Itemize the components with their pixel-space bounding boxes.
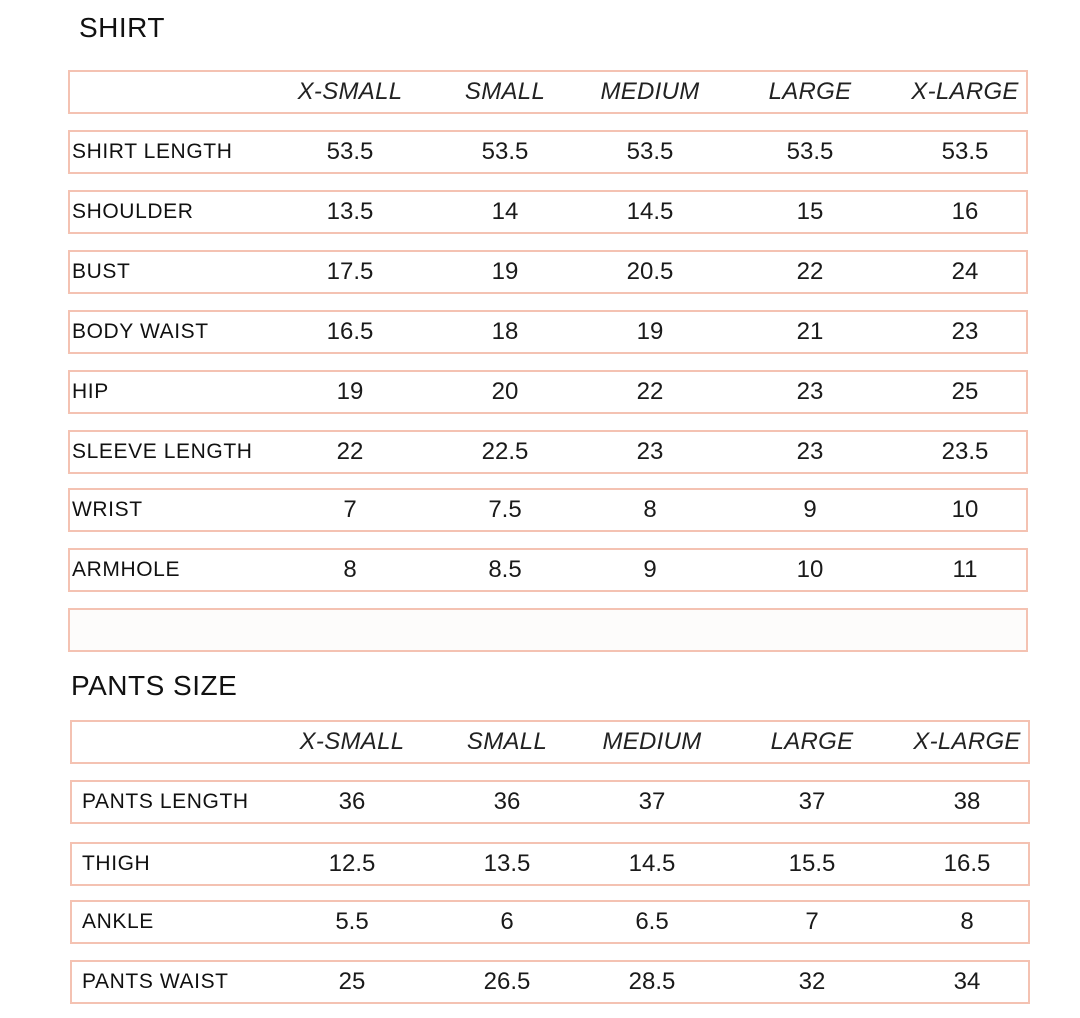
measurement-value: 6.5 xyxy=(635,908,669,935)
size-header-xs: X-SMALL xyxy=(297,78,403,105)
measurement-label: BUST xyxy=(72,260,131,283)
measurement-value: 7.5 xyxy=(488,496,522,523)
measurement-label: SLEEVE LENGTH xyxy=(72,440,253,463)
table-row xyxy=(70,842,1030,886)
measurement-value: 36 xyxy=(493,788,521,815)
size-header-xs: X-SMALL xyxy=(299,728,405,755)
table-row xyxy=(70,900,1030,944)
measurement-value: 24 xyxy=(951,258,979,285)
measurement-value: 53.5 xyxy=(481,138,529,165)
measurement-value: 23 xyxy=(951,318,979,345)
measurement-value: 14.5 xyxy=(626,198,674,225)
measurement-value: 16.5 xyxy=(326,318,374,345)
measurement-value: 37 xyxy=(798,788,826,815)
measurement-value: 22 xyxy=(636,378,664,405)
measurement-label: PANTS LENGTH xyxy=(82,790,249,813)
table-row xyxy=(70,780,1030,824)
size-header-xl: X-LARGE xyxy=(913,728,1021,755)
measurement-value: 14 xyxy=(491,198,519,225)
size-header-xl: X-LARGE xyxy=(911,78,1019,105)
table-row xyxy=(68,310,1028,354)
size-header-s: SMALL xyxy=(466,728,548,755)
measurement-value: 7 xyxy=(805,908,819,935)
measurement-value: 9 xyxy=(803,496,817,523)
table-row xyxy=(68,190,1028,234)
measurement-value: 11 xyxy=(952,556,978,583)
measurement-value: 34 xyxy=(953,968,981,995)
measurement-value: 23 xyxy=(796,378,824,405)
measurement-label: SHOULDER xyxy=(72,200,194,223)
measurement-value: 8 xyxy=(643,496,657,523)
measurement-value: 16 xyxy=(951,198,979,225)
measurement-value: 22 xyxy=(796,258,824,285)
table-row xyxy=(68,430,1028,474)
size-header-m: MEDIUM xyxy=(602,728,702,755)
measurement-label: ANKLE xyxy=(82,910,154,933)
measurement-value: 13.5 xyxy=(326,198,374,225)
shirt-section-title: SHIRT xyxy=(79,12,165,43)
measurement-value: 37 xyxy=(638,788,666,815)
measurement-value: 5.5 xyxy=(335,908,369,935)
measurement-value: 15.5 xyxy=(788,850,836,877)
measurement-value: 15 xyxy=(796,198,824,225)
measurement-value: 22 xyxy=(336,438,364,465)
measurement-value: 26.5 xyxy=(483,968,531,995)
table-row xyxy=(68,250,1028,294)
measurement-value: 36 xyxy=(338,788,366,815)
measurement-value: 53.5 xyxy=(941,138,989,165)
measurement-value: 21 xyxy=(796,318,824,345)
size-header-m: MEDIUM xyxy=(600,78,700,105)
measurement-value: 53.5 xyxy=(626,138,674,165)
measurement-value: 13.5 xyxy=(483,850,531,877)
measurement-value: 18 xyxy=(491,318,519,345)
measurement-value: 28.5 xyxy=(628,968,676,995)
table-row xyxy=(68,370,1028,414)
measurement-value: 16.5 xyxy=(943,850,991,877)
pants-header-row xyxy=(70,720,1030,764)
measurement-value: 19 xyxy=(336,378,364,405)
measurement-value: 7 xyxy=(343,496,357,523)
measurement-value: 14.5 xyxy=(628,850,676,877)
measurement-value: 53.5 xyxy=(326,138,374,165)
measurement-label: BODY WAIST xyxy=(72,320,209,343)
empty-row xyxy=(68,608,1028,652)
measurement-value: 53.5 xyxy=(786,138,834,165)
measurement-label: SHIRT LENGTH xyxy=(72,140,233,163)
measurement-value: 23 xyxy=(636,438,664,465)
measurement-value: 8.5 xyxy=(488,556,522,583)
measurement-label: ARMHOLE xyxy=(72,558,181,581)
measurement-value: 12.5 xyxy=(328,850,376,877)
measurement-value: 25 xyxy=(338,968,366,995)
measurement-value: 25 xyxy=(951,378,979,405)
measurement-value: 32 xyxy=(798,968,826,995)
table-row xyxy=(68,130,1028,174)
table-row xyxy=(68,488,1028,532)
measurement-label: PANTS WAIST xyxy=(82,970,229,993)
size-header-l: LARGE xyxy=(770,728,854,755)
measurement-value: 17.5 xyxy=(326,258,374,285)
measurement-value: 22.5 xyxy=(481,438,529,465)
measurement-value: 8 xyxy=(343,556,357,583)
table-row xyxy=(68,548,1028,592)
measurement-value: 20 xyxy=(491,378,519,405)
size-header-l: LARGE xyxy=(768,78,852,105)
header-label-cell xyxy=(72,72,287,112)
measurement-label: THIGH xyxy=(82,852,151,875)
table-row xyxy=(70,960,1030,1004)
measurement-value: 10 xyxy=(951,496,979,523)
shirt-header-row xyxy=(68,70,1028,114)
measurement-value: 19 xyxy=(491,258,519,285)
measurement-value: 38 xyxy=(953,788,981,815)
measurement-value: 23 xyxy=(796,438,824,465)
measurement-value: 9 xyxy=(643,556,657,583)
header-label-cell xyxy=(74,722,289,762)
measurement-value: 8 xyxy=(960,908,974,935)
measurement-label: HIP xyxy=(72,380,109,403)
measurement-label: WRIST xyxy=(72,498,143,521)
measurement-value: 10 xyxy=(796,556,824,583)
pants-section-title: PANTS SIZE xyxy=(71,670,238,701)
size-header-s: SMALL xyxy=(464,78,546,105)
measurement-value: 6 xyxy=(500,908,514,935)
measurement-value: 20.5 xyxy=(626,258,674,285)
measurement-value: 19 xyxy=(636,318,664,345)
measurement-value: 23.5 xyxy=(941,438,989,465)
